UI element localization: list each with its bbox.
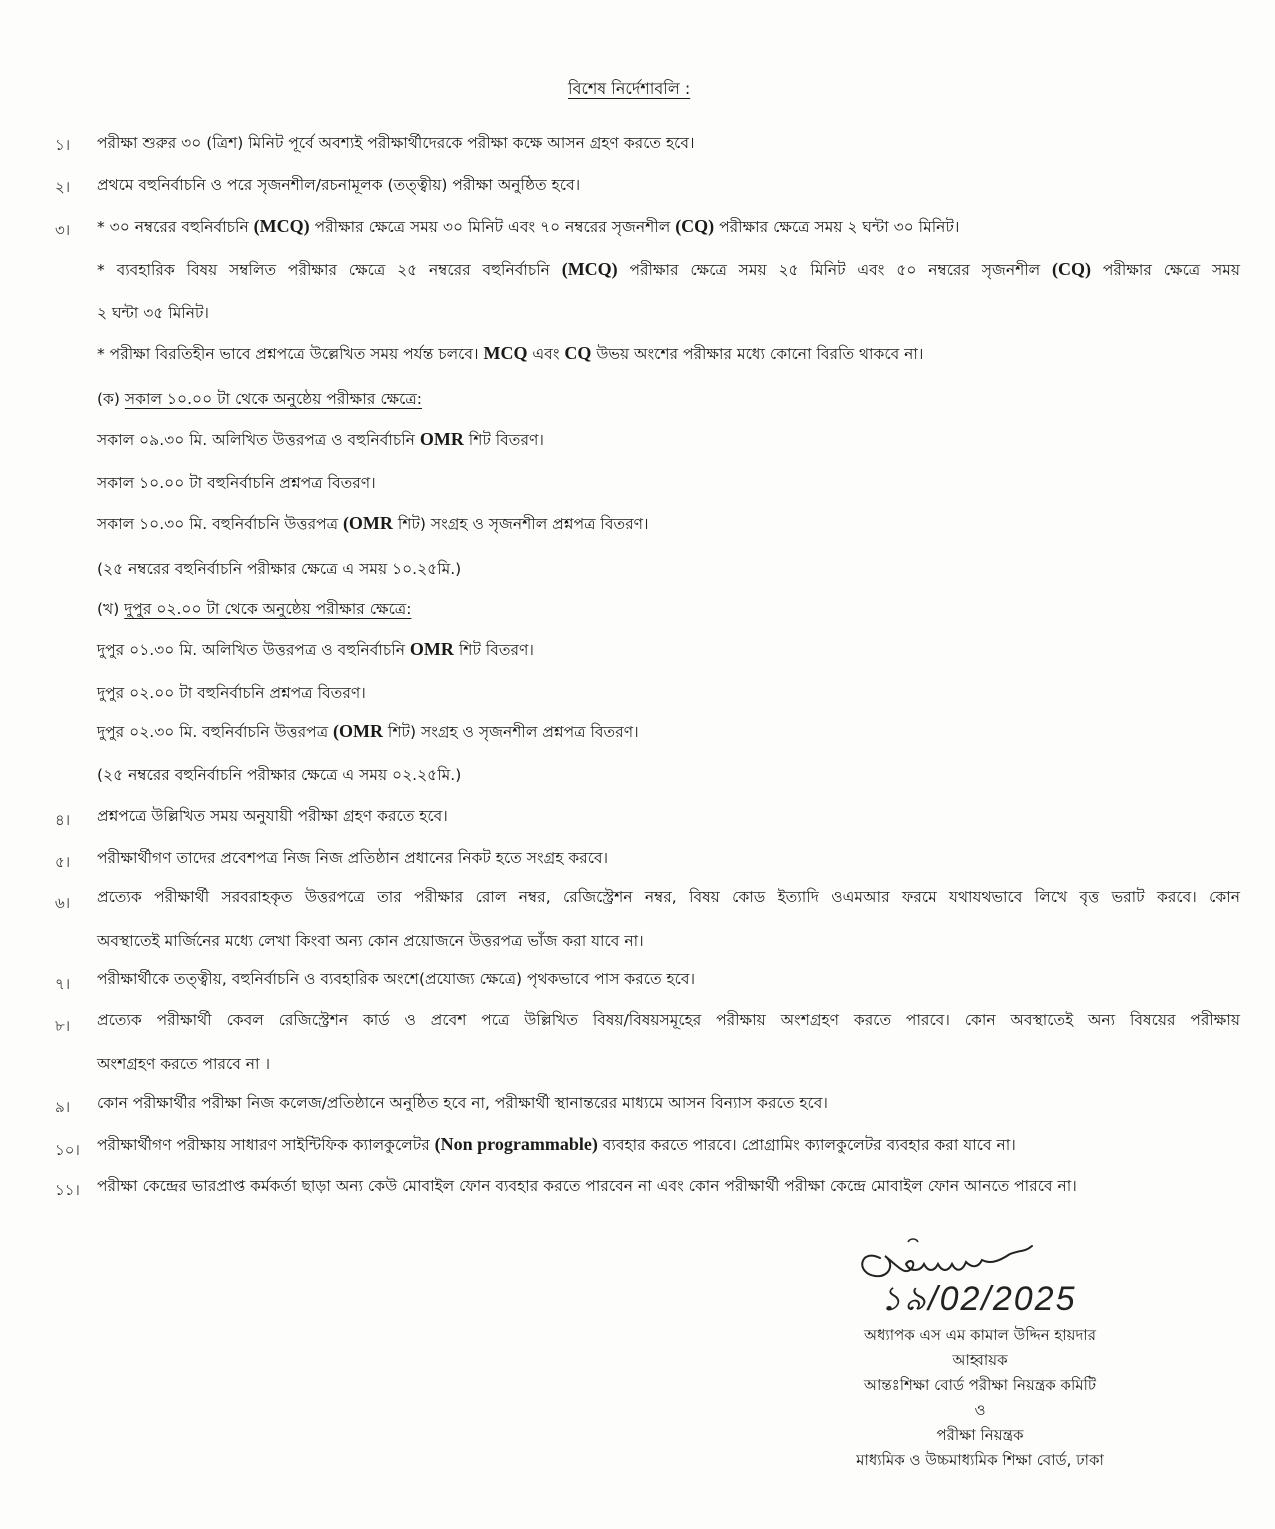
omr-label: OMR [409,639,454,659]
practical-time-line [97,258,1240,281]
item-text-cont: অংশগ্রহণ করতে পারবে না । [97,1055,271,1073]
morning-heading [97,388,422,410]
text-segment: পরীক্ষার ক্ষেত্রে সময় [1091,261,1240,279]
text-segment: পরীক্ষার ক্ষেত্রে সময় ৩০ মিনিট এবং ৭০ নম্বরের সৃজনশীল [309,218,676,236]
item-number: ৪। [55,811,71,829]
section-heading: দুপুর ০২.০০ টা থেকে অনুষ্ঠেয় পরীক্ষার ক্ষেত্রে: [124,600,412,618]
item-text: পরীক্ষা কেন্দ্রের ভারপ্রাপ্ত কর্মকর্তা ছাড়া অন্য কেউ মোবাইল ফোন ব্যবহার করতে পারবেন না এবং কোন পরীক্ষার্থী পরীক্ষা কেন্দ্রে মোবাইল ফোন আনতে পারবে না। [97,1177,1077,1195]
text-segment: সকাল ১০.৩০ মি. বহুনির্বাচনি উত্তরপত্র [97,515,343,533]
item-number: ৮। [55,1017,71,1035]
item-number: ৫। [55,853,71,871]
omr-label: OMR [419,429,464,449]
cq-label: (CQ) [1052,259,1092,279]
item-text: প্রশ্নপত্রে উল্লিখিত সময় অনুযায়ী পরীক্ষা গ্রহণ করতে হবে। [97,807,448,825]
afternoon-heading [97,598,411,620]
omr-label: (OMR [333,721,383,741]
practical-time-cont: ২ ঘন্টা ৩৫ মিনিট। [97,304,209,322]
cq-label: CQ [564,343,592,363]
item-text: পরীক্ষার্থীগণ তাদের প্রবেশপত্র নিজ নিজ প্রতিষ্ঠান প্রধানের নিকট হতে সংগ্রহ করবে। [97,849,609,867]
mcq-label: MCQ [483,343,528,363]
text-segment: পরীক্ষার ক্ষেত্রে সময় ২৫ মিনিট এবং ৫০ নম্বরের সৃজনশীল [617,261,1053,279]
item-number: ৩। [55,221,71,239]
item-text: প্রত্যেক পরীক্ষার্থী কেবল রেজিস্ট্রেশন কার্ড ও প্রবেশ পত্রে উল্লিখিত বিষয়/বিষয়সমূহের পরীক্ষায় অংশগ্রহণ করতে পারবে। কোন অবস্থাতেই অন্য বিষয়ের পরীক্ষায় [97,1011,1240,1029]
text-segment: * ৩০ নম্বরের বহুনির্বাচনি [97,218,254,236]
schedule-line [97,638,534,661]
svg-text:১৯/02/2025: ১৯/02/2025 [880,1280,1077,1318]
signatory-role: আহ্বায়ক [952,1351,1008,1369]
schedule-note: (২৫ নম্বরের বহুনির্বাচনি পরীক্ষার ক্ষেত্রে এ সময় ১০.২৫মি.) [97,560,462,578]
item-number: ১০। [55,1141,80,1159]
item-number: ৯। [55,1098,71,1116]
item-text: প্রত্যেক পরীক্ষার্থী সরবরাহকৃত উত্তরপত্রে তার পরীক্ষার রোল নম্বর, রেজিস্ট্রেশন নম্বর, বিষয় কোড ইত্যাদি ওএমআর ফরমে যথাযথভাবে লিখে বৃত্ত ভরাট করবে। কোন [97,888,1240,906]
board-name: মাধ্যমিক ও উচ্চমাধ্যমিক শিক্ষা বোর্ড, ঢাকা [856,1451,1104,1469]
text-segment: এবং [527,345,565,363]
text-segment: শিট) সংগ্রহ ও সৃজনশীল প্রশ্নপত্র বিতরণ। [392,515,649,533]
mcq-cq-time-line [97,215,959,238]
text-segment: * ব্যবহারিক বিষয় সম্বলিত পরীক্ষার ক্ষেত্রে ২৫ নম্বরের বহুনির্বাচনি [97,261,562,279]
item-text: পরীক্ষা শুরুর ৩০ (ত্রিশ) মিনিট পূর্বে অবশ্যই পরীক্ষার্থীদেরকে পরীক্ষা কক্ষে আসন গ্রহণ করতে হবে। [97,134,695,152]
signature-block [790,1323,1170,1473]
section-label: (ক) [97,390,125,408]
schedule-line: দুপুর ০২.০০ টা বহুনির্বাচনি প্রশ্নপত্র বিতরণ। [97,684,366,702]
text-segment: দুপুর ০২.৩০ মি. বহুনির্বাচনি উত্তরপত্র [97,723,334,741]
text-segment: শিট বিতরণ। [463,431,544,449]
item-number: ১১। [55,1181,80,1199]
text-segment: শিট বিতরণ। [453,641,534,659]
non-programmable-label: (Non programmable) [434,1134,598,1154]
committee-name: আন্তঃশিক্ষা বোর্ড পরীক্ষা নিয়ন্ত্রক কমিটি [863,1376,1097,1394]
handwritten-date-icon [880,1276,1160,1320]
item-text: কোন পরীক্ষার্থীর পরীক্ষা নিজ কলেজ/প্রতিষ্ঠানে অনুষ্ঠিত হবে না, পরীক্ষার্থী স্থানান্তরের মাধ্যমে আসন বিন্যাস করতে হবে। [97,1094,828,1112]
schedule-line: সকাল ১০.০০ টা বহুনির্বাচনি প্রশ্নপত্র বিতরণ। [97,474,376,492]
document-title: বিশেষ নির্দেশাবলি : [568,79,691,98]
item-number: ১। [55,136,71,154]
signatory-role-2: পরীক্ষা নিয়ন্ত্রক [936,1426,1024,1444]
omr-label: (OMR [342,513,393,533]
section-heading: সকাল ১০.০০ টা থেকে অনুষ্ঠেয় পরীক্ষার ক্ষেত্রে: [124,390,423,408]
mcq-label: (MCQ) [561,259,618,279]
item-text [97,1133,1016,1156]
item-number: ৭। [55,975,71,993]
text-segment: পরীক্ষার্থীগণ পরীক্ষায় সাধারণ সাইন্টিফিক ক্যালকুলেটর [97,1136,435,1154]
signatory-name: অধ্যাপক এস এম কামাল উদ্দিন হায়দার [864,1326,1096,1344]
text-segment: সকাল ০৯.৩০ মি. অলিখিত উত্তরপত্র ও বহুনির্বাচনি [97,431,420,449]
conjunction: ও [974,1401,986,1419]
item-text: পরীক্ষার্থীকে তত্ত্বীয়, বহুনির্বাচনি ও ব্যবহারিক অংশে(প্রযোজ্য ক্ষেত্রে) পৃথকভাবে পাস করতে হবে। [97,970,696,988]
no-break-line [97,342,923,365]
schedule-note: (২৫ নম্বরের বহুনির্বাচনি পরীক্ষার ক্ষেত্রে এ সময় ০২.২৫মি.) [97,766,462,784]
schedule-line [97,428,544,451]
text-segment: পরীক্ষার ক্ষেত্রে সময় ২ ঘন্টা ৩০ মিনিট। [714,218,960,236]
schedule-line [97,512,649,535]
mcq-label: (MCQ) [253,216,310,236]
item-number: ২। [55,178,71,196]
section-label: (খ) [97,600,125,618]
cq-label: (CQ) [675,216,715,236]
text-segment: দুপুর ০১.৩০ মি. অলিখিত উত্তরপত্র ও বহুনির্বাচনি [97,641,410,659]
item-number: ৬। [55,894,71,912]
text-segment: শিট) সংগ্রহ ও সৃজনশীল প্রশ্নপত্র বিতরণ। [383,723,639,741]
text-segment: * পরীক্ষা বিরতিহীন ভাবে প্রশ্নপত্রে উল্লেখিত সময় পর্যন্ত চলবে। [97,345,484,363]
schedule-line [97,720,639,743]
item-text: প্রথমে বহুনির্বাচনি ও পরে সৃজনশীল/রচনামূলক (তত্ত্বীয়) পরীক্ষা অনুষ্ঠিত হবে। [97,176,581,194]
item-text-cont: অবস্থাতেই মার্জিনের মধ্যে লেখা কিংবা অন্য কোন প্রয়োজনে উত্তরপত্র ভাঁজ করা যাবে না। [97,932,644,950]
text-segment: ব্যবহার করতে পারবে। প্রোগ্রামিং ক্যালকুলেটর ব্যবহার করা যাবে না। [597,1136,1016,1154]
text-segment: উভয় অংশের পরীক্ষার মধ্যে কোনো বিরতি থাকবে না। [591,345,924,363]
